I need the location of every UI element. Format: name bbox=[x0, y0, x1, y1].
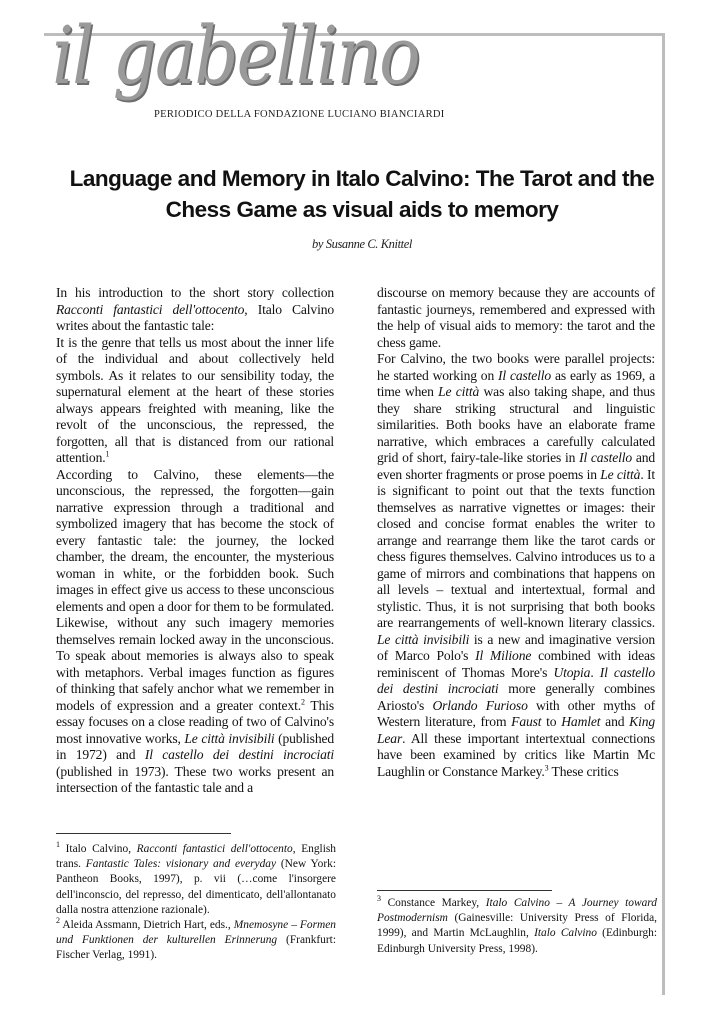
article-title bbox=[40, 163, 684, 225]
calvino-quote: It is the genre that tells us most about the inner life of the individual and about collectively held symbols. As it relates to our sensibility today, the supernatural element at the heart of these stories always appears freighted with meaning, like the revolt of the unconscious, the repressed, the forgotten, all that is distanced from our rational attention.$^1$ bbox=[56, 334, 334, 465]
right-column bbox=[377, 285, 655, 780]
footnote-ref-3: 3 bbox=[544, 762, 549, 772]
footnote-ref-1: 1 bbox=[105, 449, 110, 459]
footnote-3: $^3$ Constance Markey, Italo Calvino – A Journey toward Postmodernism (Gainesville: University Press of Florida, 1999), and Martin McLaughlin, Italo Calvino (Edinburgh: Edinburgh University Press, 1998). bbox=[377, 894, 658, 955]
footnote-1: $^1$ Italo Calvino, Racconti fantastici dell'ottocento, English trans. Fantastic Tales: visionary and everyday (New York: Pantheon Books, 1997), p. vii (…come l'insorgere dell'inconscio, del represso, del dimenticato, dell'allontanato dalla nostra attenzione razionale). bbox=[56, 840, 336, 916]
article-title-line-1: Language and Memory in Italo Calvino: The Tarot and the bbox=[69, 166, 655, 191]
book-title: Le città invisibili bbox=[184, 730, 275, 746]
footnotes-left bbox=[56, 842, 336, 964]
article-byline: by Susanne C. Knittel bbox=[312, 237, 412, 251]
intro-paragraph: In his introduction to the short story collection Racconti fantastici dell'ottocento, Italo Calvino writes about the fantastic tale: bbox=[56, 285, 334, 333]
masthead-title: il gabellino bbox=[52, 9, 419, 102]
book-title: Racconti fantastici dell'ottocento bbox=[56, 301, 245, 317]
body-paragraph: According to Calvino, these elements—the unconscious, the repressed, the forgotten—gain narrative expression through a traditional and symbolized imagery that has become the stock of every fantastic tale: the journey, the locked chamber, the dream, the encounter, the mysterious woman in white, or the forbidden book. Such images in effect give us access to these unconscious elements and open a door for them to be formulated. Likewise, without any such imagery memories themselves remain locked away in the unconscious. To speak about memories is always also to speak with metaphors. Verbal images function as figures of thinking that safely anchor what we remember in models of expression and a greater context.$^2$ This essay focuses on a close reading of two of Calvino's most innovative works, Le città invisibili (published in 1972) and Il castello dei destini incrociati (published in 1973). These two works present an intersection of the fantastic tale and a bbox=[56, 466, 335, 795]
article-title-line-2: Chess Game as visual aids to memory bbox=[165, 197, 559, 222]
footnotes-right bbox=[377, 896, 657, 957]
footnote-ref-2: 2 bbox=[300, 696, 305, 706]
body-paragraph: For Calvino, the two books were parallel projects: he started working on Il castello as early as 1969, a time when Le città was also taking shape, and thus they share striking structural and linguistic similarities. Both books have an elaborate frame narrative, which embraces a carefully calculated grid of short, fairy-tale-like stories in Il castello and even shorter fragments or prose poems in Le città. It is significant to point out that the texts function themselves as narrative vignettes or images: their closed and concise format enables the writer to arrange and rearrange them like the tarot cards or chess figures themselves. Calvino introduces us to a game of mirrors and combinations that happens on all levels – textual and intertextual, formal and stylistic. Thus, it is not surprising that both books are rearrangements of well-known literary classics. Le città invisibili is a new and imaginative version of Marco Polo's Il Milione combined with ideas reminiscent of Thomas More's Utopia. Il castello dei destini incrociati more generally combines Ariosto's Orlando Furioso with other myths of Western literature, from Faust to Hamlet and King Lear. All these important intertextual connections have been examined by critics like Martin Mc Laughlin or Constance Markey.$^3$ These critics bbox=[377, 351, 656, 779]
masthead-logo bbox=[44, 9, 445, 129]
masthead-subtitle: PERIODICO DELLA FONDAZIONE LUCIANO BIANCIARDI bbox=[154, 109, 445, 120]
body-paragraph: discourse on memory because they are accounts of fantastic journeys, remembered and expressed with the help of visual aids to memory: the tarot and the chess game. bbox=[377, 285, 655, 350]
footnote-2: $^2$ Aleida Assmann, Dietrich Hart, eds., Mnemosyne – Formen und Funktionen der kulturellen Erinnerung (Frankfurt: Fischer Verlag, 1991). bbox=[56, 916, 337, 962]
left-column bbox=[56, 285, 334, 797]
footnote-divider bbox=[377, 890, 552, 891]
book-title: Il castello dei destini incrociati bbox=[144, 747, 334, 762]
footnote-divider bbox=[56, 833, 231, 834]
